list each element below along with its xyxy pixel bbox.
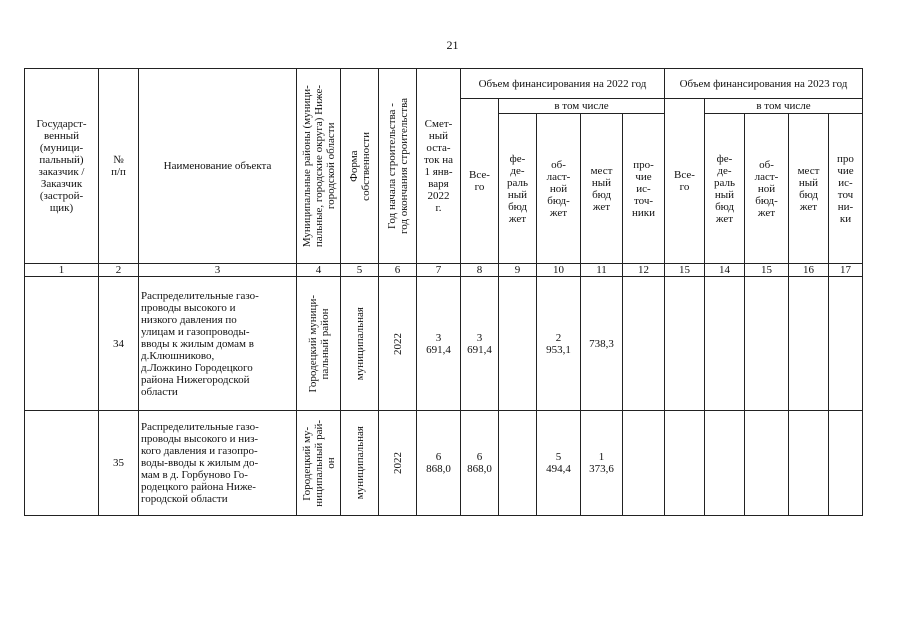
column-number: 15: [745, 264, 789, 277]
cell-customer: [25, 277, 99, 411]
header-federal-2022: фе- де- раль ный бюд жет: [499, 114, 537, 264]
header-districts-cell: [297, 69, 341, 264]
header-including-2022: в том числе: [499, 99, 665, 114]
column-number: 14: [705, 264, 745, 277]
cell-regional-2023: [745, 411, 789, 516]
header-local-2023: мест ный бюд жет: [789, 114, 829, 264]
table-row: [25, 411, 863, 516]
cell-customer: [25, 411, 99, 516]
header-ownership-cell: [341, 69, 379, 264]
cell-federal-2022: [499, 411, 537, 516]
column-number: 10: [537, 264, 581, 277]
cell-year: 2022: [391, 332, 404, 355]
column-number-row: [25, 264, 863, 277]
cell-estimate: 6 868,0: [417, 411, 461, 516]
header-other-2023: про чие ис- точ ни- ки: [829, 114, 863, 264]
cell-local-2023: [789, 411, 829, 516]
header-districts: Муниципальные районы (муници- пальные, городские округа) Ниже- городской области: [300, 84, 337, 248]
cell-estimate: 3 691,4: [417, 277, 461, 411]
cell-ownership-wrap: [341, 411, 379, 516]
cell-district: Городецкий му- ниципальный рай- он: [300, 419, 337, 507]
cell-district: Городецкий муници- пальный район: [306, 294, 331, 393]
cell-total-2023: [665, 411, 705, 516]
cell-number: 35: [99, 411, 139, 516]
cell-local-2022: 738,3: [581, 277, 623, 411]
header-object-name: Наименование объекта: [139, 69, 297, 264]
header-total-2023: Все- го: [665, 99, 705, 264]
cell-other-2023: [829, 277, 863, 411]
cell-ownership: муниципальная: [353, 426, 366, 500]
cell-local-2023: [789, 277, 829, 411]
cell-total-2022: 3 691,4: [461, 277, 499, 411]
header-regional-2023: об- ласт- ной бюд- жет: [745, 114, 789, 264]
header-estimate: Смет- ный оста- ток на 1 янв- варя 2022 г.: [417, 69, 461, 264]
cell-object-name: Распределительные газо- проводы высокого и низ- кого давления и газопро- воды-вводы к жилым до- мам в д. Горбуново Го- родецкого района Ниже- городской области: [139, 411, 297, 516]
column-number: 16: [789, 264, 829, 277]
funding-table: [24, 68, 863, 516]
header-ownership: Форма собственности: [347, 131, 372, 201]
column-number: 11: [581, 264, 623, 277]
column-number: 15: [665, 264, 705, 277]
column-number: 17: [829, 264, 863, 277]
cell-other-2022: [623, 411, 665, 516]
cell-local-2022: 1 373,6: [581, 411, 623, 516]
header-number: № п/п: [99, 69, 139, 264]
cell-other-2022: [623, 277, 665, 411]
cell-number: 34: [99, 277, 139, 411]
cell-other-2023: [829, 411, 863, 516]
cell-regional-2022: 5 494,4: [537, 411, 581, 516]
header-years-cell: [379, 69, 417, 264]
header-regional-2022: об- ласт- ной бюд- жет: [537, 114, 581, 264]
column-number: 5: [341, 264, 379, 277]
header-funding-2022: Объем финансирования на 2022 год: [461, 69, 665, 99]
cell-total-2022: 6 868,0: [461, 411, 499, 516]
header-funding-2023: Объем финансирования на 2023 год: [665, 69, 863, 99]
cell-federal-2023: [705, 411, 745, 516]
cell-district-wrap: [297, 411, 341, 516]
column-number: 9: [499, 264, 537, 277]
header-including-2023: в том числе: [705, 99, 863, 114]
column-number: 7: [417, 264, 461, 277]
column-number: 4: [297, 264, 341, 277]
header-other-2022: про- чие ис- точ- ники: [623, 114, 665, 264]
header-total-2022: Все- го: [461, 99, 499, 264]
page-number: 21: [446, 38, 459, 52]
cell-ownership-wrap: [341, 277, 379, 411]
column-number: 2: [99, 264, 139, 277]
cell-regional-2023: [745, 277, 789, 411]
column-number: 6: [379, 264, 417, 277]
cell-total-2023: [665, 277, 705, 411]
table-row: [25, 277, 863, 411]
column-number: 1: [25, 264, 99, 277]
cell-year: 2022: [391, 452, 404, 474]
header-local-2022: мест ный бюд жет: [581, 114, 623, 264]
cell-object-name: Распределительные газо- проводы высокого и низкого давления по улицам и газопроводы- вводы к жилым домам в д.Клюшниково, д.Ложкино Городецкого района Нижегородской области: [139, 277, 297, 411]
cell-federal-2022: [499, 277, 537, 411]
cell-year-wrap: [379, 411, 417, 516]
header-customer: Государст- венный (муници- пальный) заказчик / Заказчик (застрой- щик): [25, 69, 99, 264]
column-number: 8: [461, 264, 499, 277]
header-years: Год начала строительства - год окончания строительства: [385, 98, 410, 234]
cell-district-wrap: [297, 277, 341, 411]
cell-regional-2022: 2 953,1: [537, 277, 581, 411]
column-number: 3: [139, 264, 297, 277]
column-number: 12: [623, 264, 665, 277]
header-federal-2023: фе- де- раль ный бюд жет: [705, 114, 745, 264]
cell-ownership: муниципальная: [353, 306, 366, 381]
cell-federal-2023: [705, 277, 745, 411]
cell-year-wrap: [379, 277, 417, 411]
